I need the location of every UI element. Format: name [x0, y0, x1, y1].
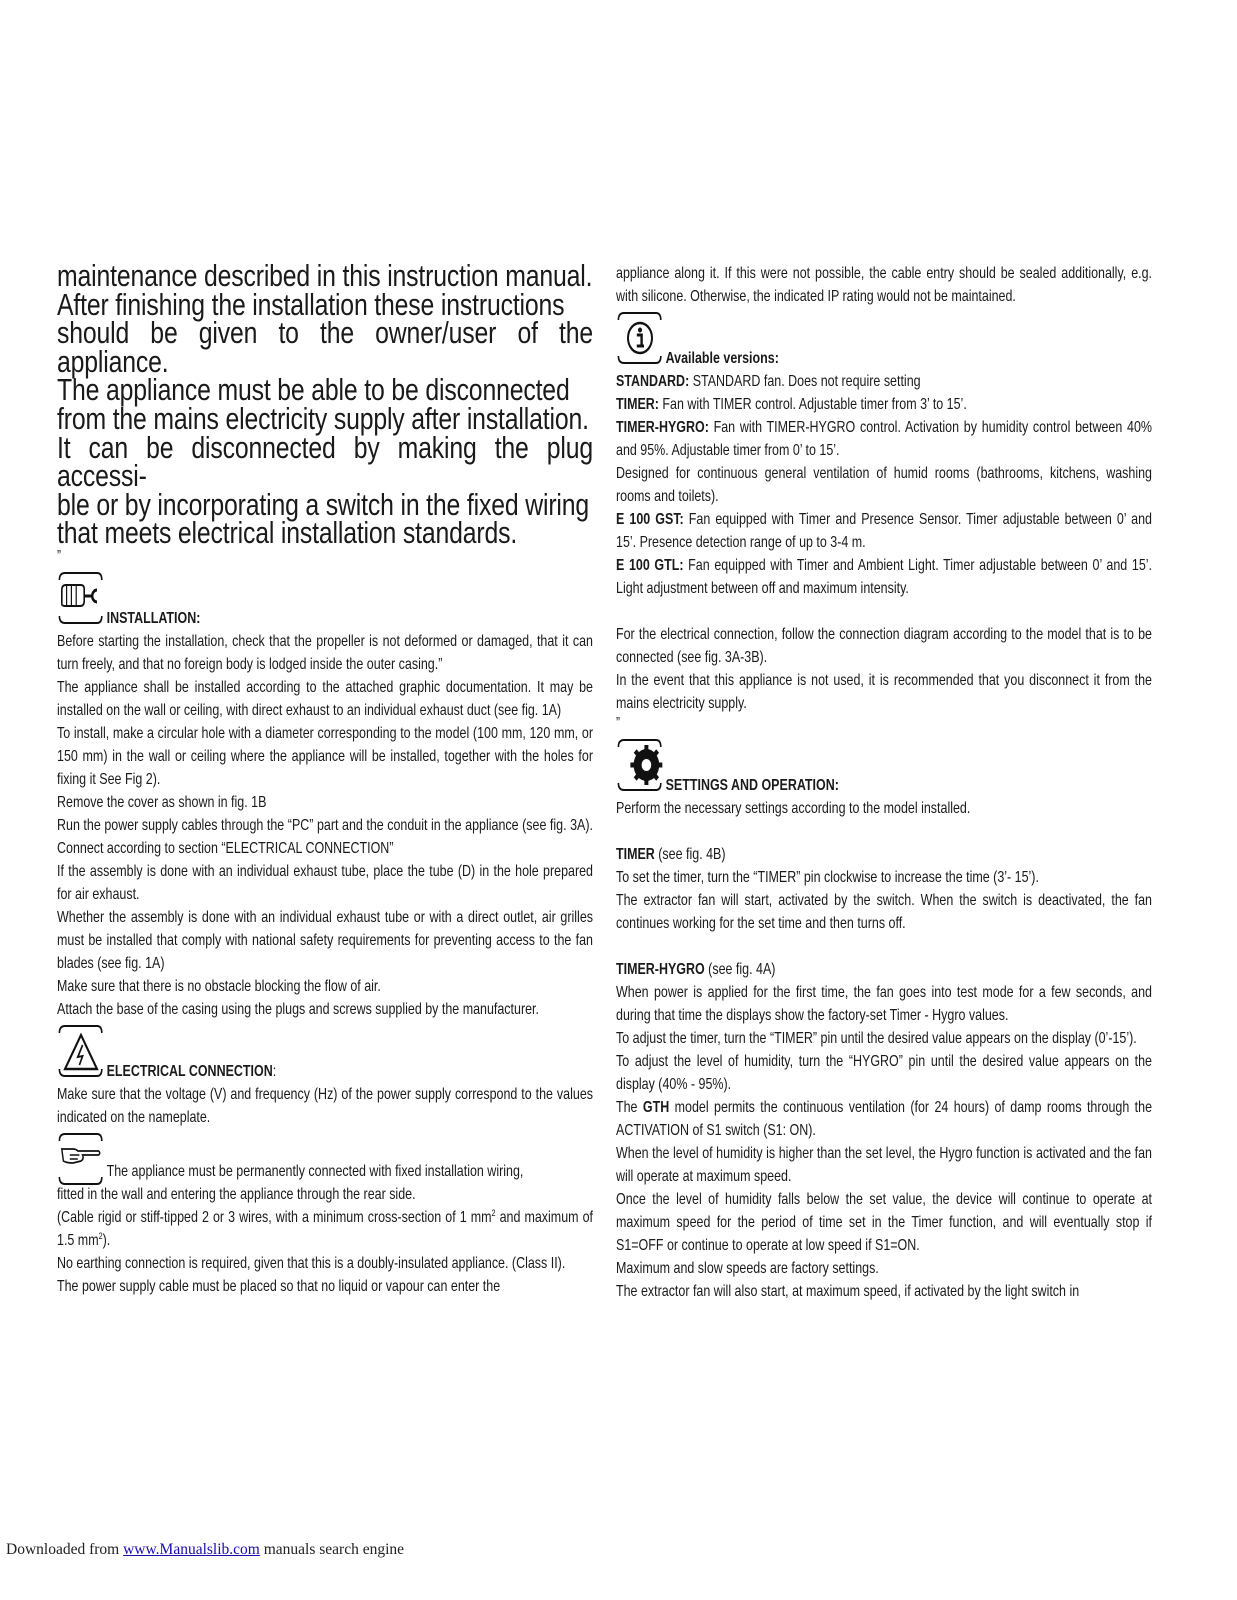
installation-paragraph: Before starting the installation, check that the propeller is not deformed or damaged, that it can turn freely, and that no foreign body is lodged inside the outer casing.”: [57, 632, 593, 673]
intro-line: It can be disconnected by making the plug accessi-: [57, 429, 593, 494]
settings-title: SETTINGS AND OPERATION:: [665, 777, 839, 794]
version-gtl: [616, 554, 1152, 600]
timer-paragraph: The extractor fan will start, activated by the switch. When the switch is deactivated, the fan continues working for the set time and then turns off.: [616, 892, 1152, 932]
intro-line: The appliance must be able to be disconnected: [57, 372, 570, 408]
perform-paragraph: Perform the necessary settings according to the model installed.: [616, 800, 971, 817]
power-cable-paragraph: The power supply cable must be placed so that no liquid or vapour can enter the: [57, 1277, 501, 1295]
manualslib-link[interactable]: www.Manualslib.com: [123, 1541, 260, 1558]
note-continued: fitted in the wall and entering the appliance through the rear side.: [57, 1185, 416, 1203]
installation-paragraph: Make sure that there is no obstacle blocking the flow of air.: [57, 977, 381, 995]
versions-title: Available versions:: [665, 350, 779, 367]
hygro-paragraph: To adjust the timer, turn the “TIMER” pin until the desired value appears on the display (0’-15’).: [616, 1030, 1137, 1047]
hygro-paragraph: The extractor fan will also start, at maximum speed, if activated by the light switch in: [616, 1283, 1080, 1300]
note-inline-text: The appliance must be permanently connected with fixed installation wiring,: [106, 1162, 524, 1180]
not-used-paragraph: In the event that this appliance is not used, it is recommended that you disconnect it from the mains electricity supply.: [616, 672, 1152, 712]
intro-line: maintenance described in this instruction manual.: [57, 258, 593, 293]
settings-header: [616, 735, 1152, 797]
version-label: STANDARD:: [616, 373, 690, 390]
intro-line: that meets electrical installation standards.: [57, 515, 518, 551]
intro-line: from the mains electricity supply after installation.: [57, 400, 589, 436]
installation-paragraph: The appliance shall be installed according to the attached graphic documentation. It may be installed on the wall or ceiling, with direct exhaust to an individual exhaust duct (see fig. 1A): [57, 678, 593, 719]
version-gst: [616, 508, 1152, 554]
intro-line: should be given to the owner/user of the appliance.: [57, 315, 593, 379]
timer-paragraph: To set the timer, turn the “TIMER” pin clockwise to increase the time (3’- 15’).: [616, 869, 1039, 886]
electrical-header: [57, 1021, 593, 1083]
electrical-title-line: [107, 1060, 277, 1083]
installation-title: INSTALLATION:: [106, 609, 201, 627]
quote-mark: ”: [57, 546, 61, 564]
hygro-paragraph: Once the level of humidity falls below the set value, the device will continue to operate at maximum speed for the period of time set in the Timer function, and will eventually stop if S1=OFF or continue to operate at low speed if S1=ON.: [616, 1191, 1152, 1254]
version-text: Fan equipped with Timer and Presence Sensor. Timer adjustable between 0’ and 15’. Presence detection range of up to 3-4 m.: [616, 511, 1152, 551]
installation-paragraph: Remove the cover as shown in fig. 1B: [57, 793, 267, 811]
gth-a: The: [616, 1099, 643, 1116]
gear-icon: [616, 737, 662, 793]
hygro-ref: (see fig. 4A): [704, 961, 776, 978]
gth-c: model permits the continuous ventilation (for 24 hours) of damp rooms through the ACTIVATION of S1 switch (S1: ON).: [616, 1099, 1153, 1139]
earthing-paragraph: No earthing connection is required, given that this is a doubly-insulated appliance. (Class II).: [57, 1254, 566, 1272]
installation-paragraph: To install, make a circular hole with a diameter corresponding to the model (100 mm, 120 mm, or 150 mm) in the wall or ceiling where the appliance will be installed, together with the holes for fixing it See Fig 2).: [57, 724, 593, 788]
electrical-paragraph: Make sure that the voltage (V) and frequency (Hz) of the power supply correspond to the values indicated on the nameplate.: [57, 1085, 593, 1126]
gth-paragraph: [616, 1096, 1152, 1142]
installation-paragraph: Attach the base of the casing using the plugs and screws supplied by the manufacturer.: [57, 1000, 539, 1018]
hygro-paragraph: When the level of humidity is higher than the set level, the Hygro function is activated and the fan will operate at maximum speed.: [616, 1145, 1152, 1185]
timer-label: TIMER: [616, 846, 655, 863]
electrical-connection-paragraph: For the electrical connection, follow the connection diagram according to the model that is to be connected (see fig. 3A-3B).: [616, 626, 1152, 666]
installation-paragraph: Run the power supply cables through the “PC” part and the conduit in the appliance (see fig. 3A). Connect according to section “ELECTRICAL CONNECTION”: [57, 816, 593, 857]
timer-heading: [616, 843, 1152, 866]
right-column: [616, 262, 1152, 1303]
note-header: [57, 1129, 593, 1183]
intro-line: ble or by incorporating a switch in the fixed wiring: [57, 486, 590, 522]
high-voltage-warning-icon: [57, 1023, 103, 1079]
versions-header: [616, 308, 1152, 370]
cable-spec-sup1: 2: [491, 1207, 496, 1218]
version-timer-hygro: [616, 416, 1152, 462]
cable-spec-paragraph: [57, 1206, 593, 1252]
installation-header: [57, 568, 593, 630]
pointing-hand-icon: [57, 1131, 103, 1187]
cable-spec-c: ).: [102, 1231, 111, 1249]
version-text: Fan equipped with Timer and Ambient Light. Timer adjustable between 0’ and 15’. Light adjustment between off and maximum intensity.: [616, 557, 1152, 597]
designed-paragraph: Designed for continuous general ventilation of humid rooms (bathrooms, kitchens, washing rooms and toilets).: [616, 465, 1152, 505]
info-icon: [616, 310, 662, 366]
electrical-title-colon: :: [272, 1062, 277, 1080]
version-label: TIMER:: [616, 396, 659, 413]
version-standard: [616, 370, 1152, 393]
intro-line: After finishing the installation these instructions: [57, 286, 565, 322]
version-timer: [616, 393, 1152, 416]
cable-spec-a: (Cable rigid or stiff-tipped 2 or 3 wires, with a minimum cross-section of 1 mm: [57, 1208, 492, 1226]
gth-model: GTH: [642, 1099, 670, 1116]
footer-suffix: manuals search engine: [259, 1541, 405, 1558]
hygro-heading: [616, 958, 1152, 981]
left-column: [57, 258, 593, 1298]
timer-ref: (see fig. 4B): [654, 846, 726, 863]
hygro-paragraph: To adjust the level of humidity, turn the “HYGRO” pin until the desired value appears on the display (40% - 95%).: [616, 1053, 1152, 1093]
electrical-title: ELECTRICAL CONNECTION: [106, 1062, 273, 1080]
installation-paragraph: Whether the assembly is done with an individual exhaust tube or with a direct outlet, air grilles must be installed that comply with national safety requirements for preventing access to the fan blades (see fig. 1A): [57, 908, 593, 972]
hygro-label: TIMER-HYGRO: [616, 961, 705, 978]
intro-paragraph: [57, 258, 593, 551]
version-text: STANDARD fan. Does not require setting: [689, 373, 921, 390]
version-label: E 100 GST:: [616, 511, 684, 528]
quote-mark: ”: [616, 714, 620, 731]
footer-prefix: Downloaded from: [6, 1541, 124, 1558]
version-text: Fan with TIMER-HYGRO control. Activation by humidity control between 40% and 95%. Adjustable timer from 0’ to 15’.: [616, 419, 1152, 459]
hygro-paragraph: Maximum and slow speeds are factory settings.: [616, 1260, 879, 1277]
version-label: TIMER-HYGRO:: [616, 419, 709, 436]
cable-spec-b: and maximum of 1.5 mm: [57, 1208, 593, 1249]
wrench-hand-icon: [57, 570, 103, 626]
version-label: E 100 GTL:: [616, 557, 684, 574]
hygro-paragraph: When power is applied for the first time, the fan goes into test mode for a few seconds, and during that time the displays show the factory-set Timer - Hygro values.: [616, 984, 1152, 1024]
version-text: Fan with TIMER control. Adjustable timer from 3’ to 15’.: [658, 396, 967, 413]
download-footer: [6, 1541, 404, 1559]
cable-spec-sup2: 2: [98, 1230, 103, 1241]
installation-paragraph: If the assembly is done with an individual exhaust tube, place the tube (D) in the hole prepared for air exhaust.: [57, 862, 593, 903]
continued-paragraph: appliance along it. If this were not possible, the cable entry should be sealed additionally, e.g. with silicone. Otherwise, the indicated IP rating would not be maintained.: [616, 265, 1152, 305]
